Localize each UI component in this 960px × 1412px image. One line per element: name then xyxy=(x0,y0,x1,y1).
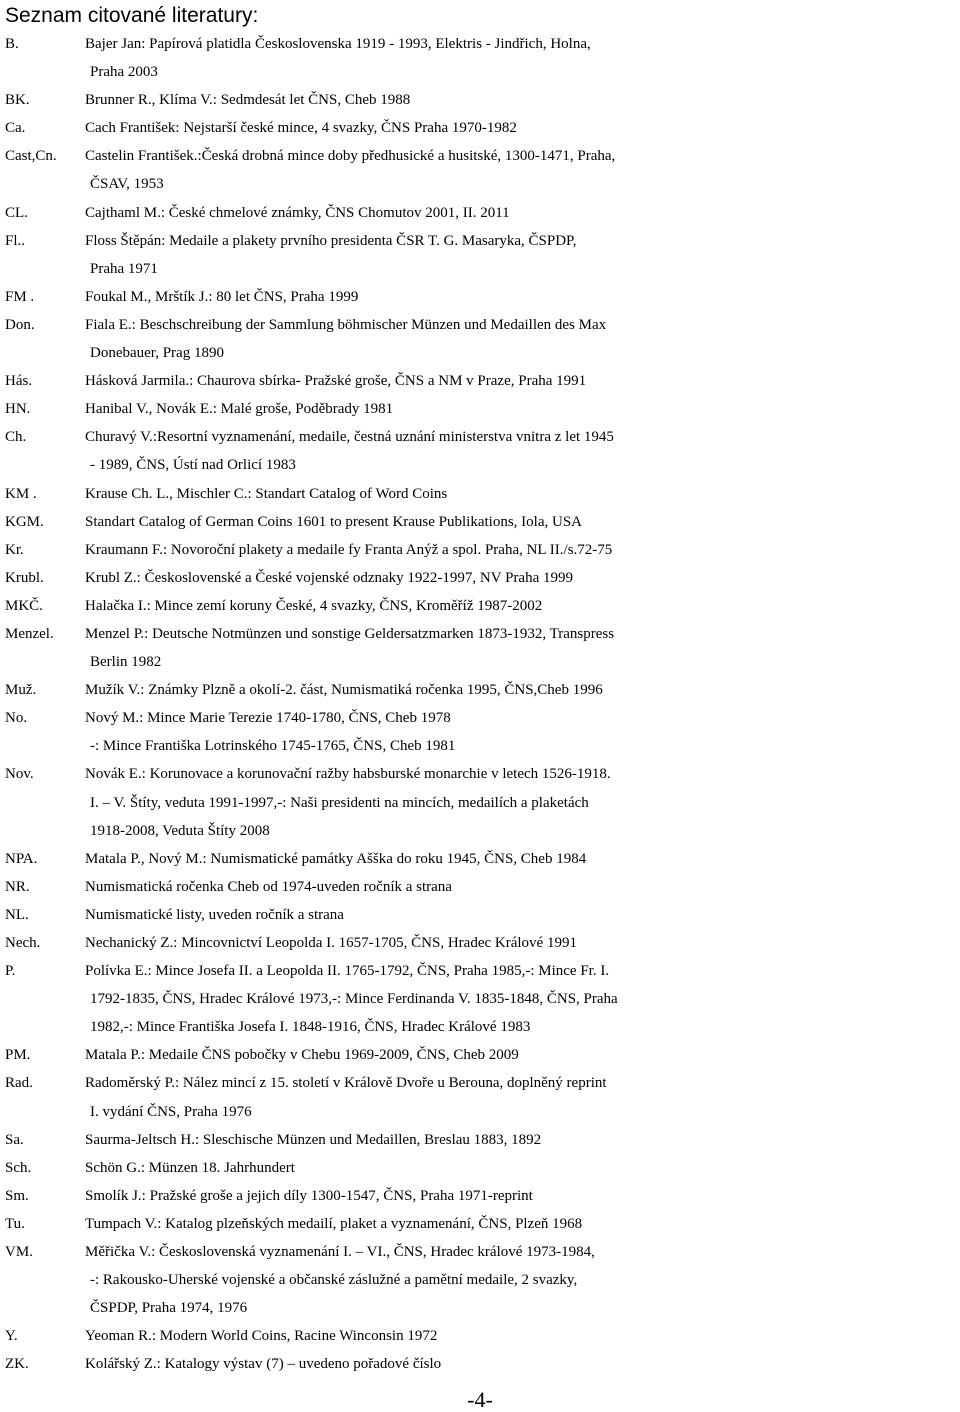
entry-abbreviation: P. xyxy=(5,963,16,980)
entry-first-line xyxy=(5,592,957,620)
bibliography-entry xyxy=(5,1154,957,1182)
bibliography-entry xyxy=(5,1069,957,1125)
entry-first-line xyxy=(5,1322,957,1350)
entry-text: Numismatická ročenka Cheb od 1974-uveden ročník a strana xyxy=(85,878,452,895)
entry-abbreviation: Hás. xyxy=(5,373,33,390)
entry-continuation: 1918-2008, Veduta Štíty 2008 xyxy=(90,822,270,839)
entry-first-line xyxy=(5,564,957,592)
entry-continuation: Donebauer, Prag 1890 xyxy=(90,345,224,362)
entry-abbreviation: CL. xyxy=(5,204,28,221)
bibliography-entry xyxy=(5,620,957,676)
entry-first-line xyxy=(5,1210,957,1238)
bibliography-entry xyxy=(5,760,957,844)
entry-abbreviation: NL. xyxy=(5,906,29,923)
entry-text: Matala P.: Medaile ČNS pobočky v Chebu 1969-2009, ČNS, Cheb 2009 xyxy=(85,1047,519,1064)
entry-first-line xyxy=(5,676,957,704)
entry-abbreviation: NPA. xyxy=(5,850,38,867)
entry-continuation: I. vydání ČNS, Praha 1976 xyxy=(90,1103,252,1120)
entry-first-line xyxy=(5,1350,957,1378)
entry-text: Brunner R., Klíma V.: Sedmdesát let ČNS, Cheb 1988 xyxy=(85,92,411,109)
entry-abbreviation: Kr. xyxy=(5,541,24,558)
entry-first-line xyxy=(5,1126,957,1154)
bibliography-entry xyxy=(5,508,957,536)
entry-abbreviation: KGM. xyxy=(5,513,44,530)
bibliography-entry xyxy=(5,1322,957,1350)
entry-text: Standart Catalog of German Coins 1601 to present Krause Publikations, Iola, USA xyxy=(85,513,583,530)
entry-first-line xyxy=(5,311,957,339)
entry-abbreviation: Fl.. xyxy=(5,232,26,249)
entry-first-line xyxy=(5,423,957,451)
entry-abbreviation: KM . xyxy=(5,485,37,502)
entry-first-line xyxy=(5,367,957,395)
page-title: Seznam citované literatury: xyxy=(5,4,259,27)
entry-text: Foukal M., Mrštík J.: 80 let ČNS, Praha 1999 xyxy=(85,288,359,305)
entry-abbreviation: Don. xyxy=(5,316,35,333)
entry-first-line xyxy=(5,508,957,536)
entry-text: Krubl Z.: Československé a České vojenské odznaky 1922-1997, NV Praha 1999 xyxy=(85,569,573,586)
entry-abbreviation: HN. xyxy=(5,401,31,418)
entry-text: Měřička V.: Československá vyznamenání I. – VI., ČNS, Hradec králové 1973-1984, xyxy=(85,1244,595,1261)
entry-text: Kolářský Z.: Katalogy výstav (7) – uvedeno pořadové číslo xyxy=(85,1356,442,1373)
entry-text: Castelin František.:Česká drobná mince doby předhusické a husitské, 1300-1471, Praha, xyxy=(85,148,616,165)
entry-first-line xyxy=(5,227,957,255)
entry-text: Yeoman R.: Modern World Coins, Racine Winconsin 1972 xyxy=(85,1328,438,1345)
entry-first-line xyxy=(5,760,957,788)
bibliography-entry xyxy=(5,30,957,86)
entry-abbreviation: Cast,Cn. xyxy=(5,148,57,165)
entry-abbreviation: Ch. xyxy=(5,429,27,446)
bibliography-entry xyxy=(5,957,957,1041)
bibliography-entry xyxy=(5,395,957,423)
entry-first-line xyxy=(5,395,957,423)
bibliography-entry xyxy=(5,227,957,283)
bibliography-entry xyxy=(5,423,957,479)
entry-first-line xyxy=(5,1154,957,1182)
entry-abbreviation: BK. xyxy=(5,92,30,109)
entry-text: Hásková Jarmila.: Chaurova sbírka- Pražské groše, ČNS a NM v Praze, Praha 1991 xyxy=(85,373,587,390)
entry-text: Krause Ch. L., Mischler C.: Standart Catalog of Word Coins xyxy=(85,485,448,502)
entry-abbreviation: Sm. xyxy=(5,1187,29,1204)
bibliography-entry xyxy=(5,1350,957,1378)
entry-continuation: I. – V. Štíty, veduta 1991-1997,-: Naši presidenti na mincích, medailích a plaketách xyxy=(90,794,589,811)
entry-list xyxy=(5,30,957,1379)
bibliography-entry xyxy=(5,480,957,508)
entry-first-line xyxy=(5,114,957,142)
entry-continuation: Praha 2003 xyxy=(90,64,158,81)
entry-text: Tumpach V.: Katalog plzeňských medailí, plaket a vyznamenání, ČNS, Plzeň 1968 xyxy=(85,1215,583,1232)
bibliography-entry xyxy=(5,1182,957,1210)
entry-first-line xyxy=(5,1041,957,1069)
entry-abbreviation: B. xyxy=(5,36,19,52)
entry-abbreviation: Muž. xyxy=(5,682,37,699)
entry-continuation: 1792-1835, ČNS, Hradec Králové 1973,-: Mince Ferdinanda V. 1835-1848, ČNS, Praha xyxy=(90,991,618,1008)
entry-text: Cajthaml M.: České chmelové známky, ČNS Chomutov 2001, II. 2011 xyxy=(85,204,510,221)
entry-text: Novák E.: Korunovace a korunovační ražby habsburské monarchie v letech 1526-1918. xyxy=(85,766,611,783)
entry-abbreviation: Nov. xyxy=(5,766,34,783)
entry-text: Nechanický Z.: Mincovnictví Leopolda I. 1657-1705, ČNS, Hradec Králové 1991 xyxy=(85,935,577,951)
bibliography-entry xyxy=(5,86,957,114)
bibliography-entry xyxy=(5,1041,957,1069)
entry-continuation: -: Mince Františka Lotrinského 1745-1765, ČNS, Cheb 1981 xyxy=(90,738,456,755)
entry-text: Menzel P.: Deutsche Notmünzen und sonstige Geldersatzmarken 1873-1932, Transpress xyxy=(85,625,615,642)
bibliography-entry xyxy=(5,1210,957,1238)
entry-abbreviation: Nech. xyxy=(5,935,41,951)
entry-first-line xyxy=(5,30,957,58)
entry-abbreviation: PM. xyxy=(5,1047,31,1064)
entry-text: Kraumann F.: Novoroční plakety a medaile fy Franta Anýž a spol. Praha, NL II./s.72-75 xyxy=(85,541,613,558)
bibliography-entry xyxy=(5,114,957,142)
entry-first-line xyxy=(5,873,957,901)
entry-text: Matala P., Nový M.: Numismatické památky Ašška do roku 1945, ČNS, Cheb 1984 xyxy=(85,850,587,867)
entry-first-line xyxy=(5,142,957,170)
bibliography-entry xyxy=(5,929,957,957)
entry-first-line xyxy=(5,199,957,227)
entry-first-line xyxy=(5,957,957,985)
entry-text: Halačka I.: Mince zemí koruny České, 4 svazky, ČNS, Kroměříž 1987-2002 xyxy=(85,597,543,614)
bibliography-entry xyxy=(5,1238,957,1322)
entry-abbreviation: ZK. xyxy=(5,1356,29,1373)
entry-text: Fiala E.: Beschschreibung der Sammlung böhmischer Münzen und Medaillen des Max xyxy=(85,316,607,333)
entry-abbreviation: FM . xyxy=(5,288,35,305)
entry-text: Numismatické listy, uveden ročník a strana xyxy=(85,906,344,923)
entry-text: Floss Štěpán: Medaile a plakety prvního presidenta ČSR T. G. Masaryka, ČSPDP, xyxy=(85,232,577,249)
entry-text: Bajer Jan: Papírová platidla Československa 1919 - 1993, Elektris - Jindřich, Holna, xyxy=(85,36,591,52)
entry-continuation: Praha 1971 xyxy=(90,260,158,277)
entry-continuation: 1982,-: Mince Františka Josefa I. 1848-1916, ČNS, Hradec Králové 1983 xyxy=(90,1019,531,1036)
entry-continuation: ČSAV, 1953 xyxy=(90,176,164,193)
entry-abbreviation: Ca. xyxy=(5,120,26,137)
entry-first-line xyxy=(5,845,957,873)
entry-abbreviation: Krubl. xyxy=(5,569,44,586)
entry-first-line xyxy=(5,704,957,732)
entry-text: Mužík V.: Známky Plzně a okolí-2. část, Numismatiká ročenka 1995, ČNS,Cheb 1996 xyxy=(85,682,603,699)
bibliography-entry xyxy=(5,873,957,901)
entry-first-line xyxy=(5,1238,957,1266)
bibliography-entry xyxy=(5,142,957,198)
entry-text: Cach František: Nejstarší české mince, 4 svazky, ČNS Praha 1970-1982 xyxy=(85,120,517,137)
entry-text: Hanibal V., Novák E.: Malé groše, Poděbrady 1981 xyxy=(85,401,394,418)
entry-abbreviation: No. xyxy=(5,710,28,727)
entry-continuation: -: Rakousko-Uherské vojenské a občanské záslužné a pamětní medaile, 2 svazky, xyxy=(90,1272,578,1289)
bibliography-entry xyxy=(5,1126,957,1154)
entry-first-line xyxy=(5,929,957,957)
entry-abbreviation: Menzel. xyxy=(5,625,54,642)
bibliography-entry xyxy=(5,283,957,311)
entry-abbreviation: NR. xyxy=(5,878,30,895)
bibliography-entry xyxy=(5,901,957,929)
entry-abbreviation: Sch. xyxy=(5,1159,32,1176)
entry-text: Schön G.: Münzen 18. Jahrhundert xyxy=(85,1159,295,1176)
entry-text: Radoměrský P.: Nález mincí z 15. století v Králově Dvoře u Berouna, doplněný reprint xyxy=(85,1075,607,1092)
bibliography-entry xyxy=(5,564,957,592)
bibliography-entry xyxy=(5,592,957,620)
entry-continuation: ČSPDP, Praha 1974, 1976 xyxy=(90,1300,248,1317)
entry-text: Saurma-Jeltsch H.: Sleschische Münzen und Medaillen, Breslau 1883, 1892 xyxy=(85,1131,542,1148)
bibliography-entry xyxy=(5,367,957,395)
entry-abbreviation: Rad. xyxy=(5,1075,33,1092)
entry-abbreviation: MKČ. xyxy=(5,597,43,614)
bibliography-entry xyxy=(5,845,957,873)
entry-first-line xyxy=(5,1182,957,1210)
entry-abbreviation: VM. xyxy=(5,1244,33,1261)
entry-text: Polívka E.: Mince Josefa II. a Leopolda II. 1765-1792, ČNS, Praha 1985,-: Mince Fr. I. xyxy=(85,963,610,980)
bibliography-entry xyxy=(5,536,957,564)
bibliography-entry xyxy=(5,704,957,760)
entry-first-line xyxy=(5,86,957,114)
entry-continuation: - 1989, ČNS, Ústí nad Orlicí 1983 xyxy=(90,457,296,474)
entry-first-line xyxy=(5,536,957,564)
entry-first-line xyxy=(5,1069,957,1097)
entry-abbreviation: Sa. xyxy=(5,1131,24,1148)
bibliography xyxy=(5,0,957,1379)
entry-abbreviation: Tu. xyxy=(5,1215,25,1232)
bibliography-entry xyxy=(5,676,957,704)
entry-first-line xyxy=(5,620,957,648)
bibliography-entry xyxy=(5,199,957,227)
entry-first-line xyxy=(5,283,957,311)
entry-text: Nový M.: Mince Marie Terezie 1740-1780, ČNS, Cheb 1978 xyxy=(85,710,451,727)
entry-first-line xyxy=(5,901,957,929)
entry-first-line xyxy=(5,480,957,508)
entry-abbreviation: Y. xyxy=(5,1328,18,1345)
page-number: -4- xyxy=(467,1387,493,1412)
bibliography-entry xyxy=(5,311,957,367)
entry-continuation: Berlin 1982 xyxy=(90,654,162,671)
entry-text: Smolík J.: Pražské groše a jejich díly 1300-1547, ČNS, Praha 1971-reprint xyxy=(85,1187,533,1204)
entry-text: Churavý V.:Resortní vyznamenání, medaile, čestná uznání ministerstva vnitra z let 1945 xyxy=(85,429,614,446)
